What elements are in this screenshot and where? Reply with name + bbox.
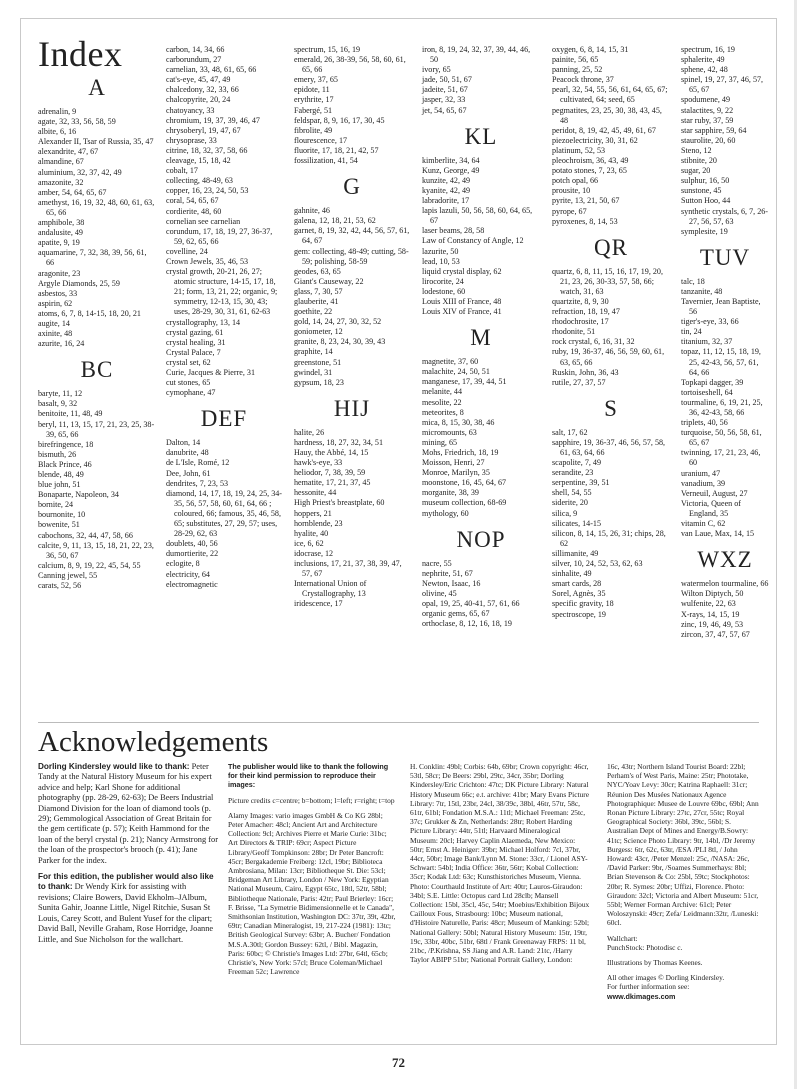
index-entry: emerald, 26, 38-39, 56, 58, 60, 61, 65, 66 bbox=[294, 55, 406, 75]
index-entry: covelline, 24 bbox=[166, 246, 208, 256]
index-entry: sillimanite, 49 bbox=[552, 548, 599, 558]
index-entry: mining, 65 bbox=[422, 437, 458, 447]
index-entry: meteorites, 8 bbox=[422, 407, 464, 417]
index-entry: epidote, 11 bbox=[294, 85, 330, 95]
index-entry: lapis lazuli, 50, 56, 58, 60, 64, 65, 67 bbox=[422, 206, 533, 226]
index-entry: labradorite, 17 bbox=[422, 196, 470, 206]
index-entry: Newton, Isaac, 16 bbox=[422, 578, 481, 588]
ack-picture-credits-key: Picture credits c=centre; b=bottom; l=left; r=right; t=top bbox=[228, 795, 395, 805]
index-entry: corundum, 17, 18, 19, 27, 36-37, 59, 62, 65, 66 bbox=[166, 226, 273, 246]
index-entry: Peacock throne, 37 bbox=[552, 75, 614, 85]
index-entry: watermelon tourmaline, 66 bbox=[681, 579, 769, 589]
index-entry: spectrum, 16, 19 bbox=[681, 45, 735, 54]
index-entry: glauberite, 41 bbox=[294, 296, 339, 306]
index-letter-heading: G bbox=[343, 174, 361, 200]
index-column-6 bbox=[681, 45, 769, 640]
index-entry: chrysoberyl, 19, 47, 67 bbox=[166, 125, 241, 135]
index-entry: bowenite, 51 bbox=[38, 520, 80, 530]
index-letter-heading: NOP bbox=[456, 526, 506, 552]
index-entry: Bonaparte, Napoleon, 34 bbox=[38, 490, 119, 500]
index-entry: iron, 8, 19, 24, 32, 37, 39, 44, 46, 50 bbox=[422, 45, 531, 65]
index-entry: morganite, 38, 39 bbox=[422, 488, 479, 498]
index-entry: copper, 16, 23, 24, 50, 53 bbox=[166, 186, 249, 196]
index-letter-heading: M bbox=[470, 325, 492, 351]
index-entry: gahnite, 46 bbox=[294, 206, 330, 216]
index-entry: spectroscope, 19 bbox=[552, 609, 606, 619]
index-entry: ruby, 19, 36-37, 46, 56, 59, 60, 61, 63, 65, 66 bbox=[552, 347, 665, 367]
index-entry: benitoite, 11, 48, 49 bbox=[38, 409, 103, 419]
ack-credits-text: H. Conklin: 49bl; Corbis: 64b, 69br; Crown copyright: 46cr, 53tl, 58cr; De Beers: 29bl, 29tc, 34cr, 35br; Dorling Kindersley/Eric Crichton: 47tc; DK Picture Library: Natural History Museum 66c; e.t. archive: 41br; Mary Evans Picture Library: 7tr, 15tl, 23br, 24cl, 38/39c, 38bl, 46tr, 57tr, 58c, 61tr, 61bl; Fondation M.S.A.: 11tl; Michael Freeman: 25tc, 37c; Grukker & Zn, Netherlands: 28tr; Robert Harding Picture Library: 44tr, 51tl; Harvaard Mineralogical Museum: 20cl; Harvey Caplin Alaemeda, New Mexico: 50tr; Ernst A. Heiniger: 39br; Michael Holford: 7cl, 37br, 44cr, 50br; Image Bank/Lynn M. Stone: 33cr, / Lionel ASY-Schwart: 54bl; India Office: 36tr, 56tr; Kobal Collection: 35cr; Kodak Ltd: 63c; Kunsthistoriches Museum, Vienna. Photo: Courthauld Institute of Art: 40tr; Lauros-Giraudon: 34bl; S.E. Little: Octopus card Ltd 28clb; Mansell Collection: 15bl, 35cl, 45c, 54tr; Moebius/Exhibition Bijoux Cailloux Fous, Strasbourg: 10bc; Museum national, d'Histoire Naturelle, Paris: 48cr; Museum of Manking: 52bl; National Gallery: 50bl; Natural History Museum: 15tr, 19tr, 19c, 33br, 40bc, 51br, 68tl / Frank Greenaway FRPS: 11 bl, 21bc, /P.Krishna, SS Jiang and A.R. Land: 21tc, /Harry Taylor ABIPP 51br; National Portrait Gallery, London: bbox=[410, 762, 590, 965]
ack-credits-text: 16c, 43tr; Northern Island Tourist Board: 22bl; Perham's of West Paris, Maine: 25tr; Phototake, NYC/Yoav Levy: 30cr; Katrina Raphaell: 31cr; Réunion Des Musées Nationaux Agence Photographique: Musee de Louvre 69bc, 69bl; Ann Ronan Picture Library: 27tc, 27cr, 55tc; Royal Geographical Society: 36bl, 39tc, 56bl; S. Australian Dept of Mines and Energy/B.Sowry: 41tc; Science Photo Library: 9tr, 14bl, /Dr Jeremy Burgess: 6tr, 62c, 63tr, /ESA /PLI 8tl, / John Howard: 43cr, /Peter Menzel: 25c, /NASA: 26c, /David Parker: 9br, /Soames Summerhays: 8bl; Brian Stevenson & Co: 25bl, 59tc; Stockphotos: 20br; R. Symes: 20br; Uffizi, Florence. Photo: Giraudon: 32cl; Victoria and Albert Museum: 51cr, 55bl; Werner Forman Archive: 61cl; Peter Woloszynski: 49cr; Zefa/ Leidmann:32tr, /Luneski: 60cl. bbox=[607, 762, 759, 928]
index-entry: nephrite, 51, 67 bbox=[422, 568, 473, 578]
index-entry: melanite, 44 bbox=[422, 387, 463, 397]
index-entry: feldspar, 8, 9, 16, 17, 30, 45 bbox=[294, 115, 385, 125]
index-entry: crystal healing, 31 bbox=[166, 337, 226, 347]
index-entry: silicon, 8, 14, 15, 26, 31; chips, 28, 62 bbox=[552, 528, 666, 548]
ack-permission-heading: The publisher would like to thank the following for their kind permission to reproduce their images: bbox=[228, 762, 389, 790]
index-letter-heading: S bbox=[604, 395, 618, 421]
index-entry: graphite, 14 bbox=[294, 347, 333, 357]
index-entry: heliodor, 7, 38, 39, 59 bbox=[294, 468, 366, 478]
index-entry: gold, 14, 24, 27, 30, 32, 52 bbox=[294, 317, 382, 327]
index-entry: liquid crystal display, 62 bbox=[422, 266, 502, 276]
index-entry: rutile, 27, 37, 57 bbox=[552, 377, 606, 387]
index-entry: coral, 54, 65, 67 bbox=[166, 196, 219, 206]
index-entry: mythology, 60 bbox=[422, 508, 469, 518]
index-entry: asbestos, 33 bbox=[38, 288, 78, 298]
index-entry: hornblende, 23 bbox=[294, 518, 343, 528]
index-entry: alexandrite, 47, 67 bbox=[38, 147, 99, 157]
index-entry: idocrase, 12 bbox=[294, 548, 334, 558]
index-entry: calcite, 9, 11, 13, 15, 18, 21, 22, 23, 36, 50, 67 bbox=[38, 540, 154, 560]
index-entry: carnelian, 33, 48, 61, 65, 66 bbox=[166, 65, 257, 75]
index-entry: de L'Isle, Romé, 12 bbox=[166, 458, 230, 468]
index-entry: symplesite, 19 bbox=[681, 226, 728, 236]
index-letter-heading: KL bbox=[464, 123, 498, 149]
index-entry: eclogite, 8 bbox=[166, 559, 200, 569]
index-column-2 bbox=[166, 45, 282, 590]
index-entry: glass, 7, 30, 57 bbox=[294, 286, 343, 296]
index-entry: Sutton Hoo, 44 bbox=[681, 196, 731, 206]
index-entry: sapphire, 19, 36-37, 46, 56, 57, 58, 61, 63, 64, 66 bbox=[552, 437, 666, 457]
index-entry: geodes, 63, 65 bbox=[294, 266, 341, 276]
index-column-4 bbox=[422, 45, 540, 629]
index-entry: Hauy, the Abbé, 14, 15 bbox=[294, 448, 369, 457]
index-entry: talc, 18 bbox=[681, 276, 705, 286]
index-entry: crystal set, 62 bbox=[166, 357, 211, 367]
index-entry: moonstone, 16, 45, 64, 67 bbox=[422, 478, 507, 488]
index-entry: spodumene, 49 bbox=[681, 95, 731, 105]
index-entry: tin, 24 bbox=[681, 327, 702, 337]
index-entry: andalusite, 49 bbox=[38, 228, 83, 238]
index-entry: chromium, 19, 37, 39, 46, 47 bbox=[166, 115, 260, 125]
index-entry: van Laue, Max, 14, 15 bbox=[681, 529, 755, 539]
index-column-5 bbox=[552, 45, 670, 620]
index-entry: carborundum, 27 bbox=[166, 55, 222, 65]
index-entry: serandite, 23 bbox=[552, 468, 594, 478]
index-entry: chalcopyrite, 20, 24 bbox=[166, 95, 231, 105]
dk-images-link[interactable]: www.dkimages.com bbox=[607, 991, 676, 1001]
index-entry: International Union of Crystallography, 13 bbox=[294, 579, 367, 599]
index-entry: blende, 48, 49 bbox=[38, 470, 84, 479]
index-entry: triplets, 40, 56 bbox=[681, 418, 728, 428]
index-letter-heading: BC bbox=[80, 357, 114, 383]
index-entry: turquoise, 50, 56, 58, 61, 65, 67 bbox=[681, 428, 762, 448]
index-entry: electromagnetic bbox=[166, 579, 218, 589]
index-letter-heading: TUV bbox=[699, 244, 751, 270]
index-entry: citrine, 18, 32, 37, 58, 66 bbox=[166, 145, 248, 155]
index-entry: zircon, 37, 47, 57, 67 bbox=[681, 629, 750, 639]
index-entry: pyrite, 13, 21, 50, 67 bbox=[552, 196, 620, 206]
index-entry: Mohs, Friedrich, 18, 19 bbox=[422, 448, 499, 457]
index-entry: quartzite, 8, 9, 30 bbox=[552, 296, 609, 306]
index-entry: sugar, 20 bbox=[681, 166, 711, 176]
index-entry: Canning jewel, 55 bbox=[38, 570, 98, 580]
index-entry: malachite, 24, 50, 51 bbox=[422, 367, 490, 377]
index-entry: sinhalite, 49 bbox=[552, 569, 592, 579]
index-entry: amazonite, 32 bbox=[38, 177, 84, 187]
index-entry: Wilton Diptych, 50 bbox=[681, 589, 744, 599]
index-entry: gem: collecting, 48-49; cutting, 58-59; polishing, 58-59 bbox=[294, 246, 409, 266]
index-entry: siderite, 20 bbox=[552, 498, 588, 508]
index-entry: Dalton, 14 bbox=[166, 438, 201, 448]
index-entry: Verneuil, August, 27 bbox=[681, 488, 748, 498]
index-entry: carbon, 14, 34, 66 bbox=[166, 45, 225, 54]
index-entry: blue john, 51 bbox=[38, 480, 81, 490]
index-entry: Moisson, Henri, 27 bbox=[422, 458, 485, 468]
index-entry: baryte, 11, 12 bbox=[38, 389, 83, 399]
index-entry: kyanite, 42, 49 bbox=[422, 185, 471, 195]
ack-column-3 bbox=[410, 762, 590, 970]
index-entry: shell, 54, 55 bbox=[552, 488, 592, 498]
index-entry: painite, 56, 65 bbox=[552, 55, 599, 65]
index-entry: inclusions, 17, 21, 37, 38, 39, 47, 57, 67 bbox=[294, 559, 402, 579]
index-entry: calcium, 8, 9, 19, 22, 45, 54, 55 bbox=[38, 560, 141, 570]
ack-column-4 bbox=[607, 762, 759, 1007]
index-entry: sunstone, 45 bbox=[681, 186, 722, 196]
index-letter-heading: HIJ bbox=[333, 395, 371, 421]
index-entry: lirocorite, 24 bbox=[422, 276, 464, 286]
index-entry: stibnite, 20 bbox=[681, 156, 717, 166]
ack-thanks-paragraph: Dorling Kindersley would like to thank: Peter Tandy at the Natural History Museum for his expert advice and help; Karl Shone for additional photography (pp. 28-29, 62-63); De Beers Industrial Diamond Division for the loan of diamond tools (p. 29); Gemmological Association of Great Britain for the gem certificate (p. 57); Keith Hammond for the loan of the beryl crystal (p. 21); Nancy Armstrong for the loan of the prospector's brooch (p. 41); Jane Parker for the index. bbox=[38, 762, 219, 865]
index-entry: piezoelectricity, 30, 31, 62 bbox=[552, 135, 638, 145]
index-entry: crystallography, 13, 14 bbox=[166, 317, 241, 327]
index-entry: cat's-eye, 45, 47, 49 bbox=[166, 75, 231, 85]
index-entry: augite, 14 bbox=[38, 318, 70, 328]
index-entry: gwindel, 31 bbox=[294, 367, 333, 377]
index-entry: synthetic crystals, 6, 7, 26-27, 56, 57, 63 bbox=[681, 206, 768, 226]
index-entry: pyrope, 67 bbox=[552, 206, 587, 216]
index-entry: goniometer, 12 bbox=[294, 327, 343, 337]
index-entry: prousite, 10 bbox=[552, 186, 591, 196]
ack-other-images: All other images © Dorling Kindersley. For further information see: www.dkimages.com bbox=[607, 973, 725, 1001]
index-letter-heading: DEF bbox=[200, 406, 248, 432]
index-entry: aluminium, 32, 37, 42, 49 bbox=[38, 167, 122, 177]
index-entry: vanadium, 39 bbox=[681, 478, 726, 488]
index-entry: garnet, 8, 19, 32, 42, 44, 56, 57, 61, 64, 67 bbox=[294, 226, 410, 246]
index-entry: lodestone, 60 bbox=[422, 286, 466, 296]
index-entry: tortoiseshell, 64 bbox=[681, 387, 733, 397]
index-entry: Crystal Palace, 7 bbox=[166, 347, 221, 357]
index-entry: smart cards, 28 bbox=[552, 579, 602, 589]
index-entry: collecting, 48-49, 63 bbox=[166, 176, 233, 186]
index-entry: cobalt, 17 bbox=[166, 166, 198, 176]
index-entry: lead, 10, 53 bbox=[422, 256, 460, 266]
index-entry: cabochons, 32, 44, 47, 58, 66 bbox=[38, 530, 133, 540]
index-entry: peridot, 8, 19, 42, 45, 49, 61, 67 bbox=[552, 125, 656, 135]
index-entry: chalcedony, 32, 33, 66 bbox=[166, 85, 239, 95]
index-entry: manganese, 17, 39, 44, 51 bbox=[422, 377, 507, 387]
index-entry: vitamin C, 62 bbox=[681, 519, 726, 529]
index-entry: uranium, 47 bbox=[681, 468, 721, 478]
index-entry: X-rays, 14, 15, 19 bbox=[681, 609, 740, 619]
index-entry: sulphur, 16, 50 bbox=[681, 176, 730, 186]
index-entry: granite, 8, 23, 24, 30, 39, 43 bbox=[294, 337, 386, 347]
index-entry: twinning, 17, 21, 23, 46, 60 bbox=[681, 448, 761, 468]
index-entry: Sorel, Agnès, 35 bbox=[552, 589, 606, 599]
ack-column-1 bbox=[38, 762, 218, 951]
index-entry: axinite, 48 bbox=[38, 329, 73, 339]
index-entry: wulfenite, 22, 63 bbox=[681, 599, 736, 609]
index-entry: jasper, 32, 33 bbox=[422, 95, 466, 105]
index-entry: chatoyancy, 33 bbox=[166, 105, 215, 115]
index-entry: Victoria, Queen of England, 35 bbox=[681, 498, 741, 518]
index-entry: tanzanite, 48 bbox=[681, 286, 723, 296]
index-entry: laser beams, 28, 58 bbox=[422, 226, 485, 236]
index-entry: star ruby, 37, 59 bbox=[681, 115, 734, 125]
index-entry: micromounts, 63 bbox=[422, 427, 477, 437]
index-entry: tourmaline, 6, 19, 21, 25, 36, 42-43, 58, 66 bbox=[681, 397, 763, 417]
index-entry: lazurite, 50 bbox=[422, 246, 459, 256]
index-entry: Fabergé, 51 bbox=[294, 105, 333, 115]
index-entry: magnetite, 37, 60 bbox=[422, 357, 479, 367]
index-entry: doublets, 40, 56 bbox=[166, 539, 218, 549]
index-entry: spinel, 19, 27, 37, 46, 57, 65, 67 bbox=[681, 75, 764, 95]
section-divider bbox=[38, 722, 759, 723]
index-entry: sphene, 42, 48 bbox=[681, 65, 728, 75]
index-entry: hawk's-eye, 33 bbox=[294, 458, 343, 468]
index-entry: Steno, 12 bbox=[681, 145, 712, 155]
index-entry: galena, 12, 18, 21, 53, 62 bbox=[294, 216, 376, 226]
ack-illustrations: Illustrations by Thomas Keenes. bbox=[607, 958, 703, 968]
index-entry: oxygen, 6, 8, 14, 15, 31 bbox=[552, 45, 629, 54]
index-entry: Louis XIV of France, 41 bbox=[422, 307, 502, 317]
index-entry: potch opal, 66 bbox=[552, 176, 599, 186]
index-entry: jadeite, 51, 67 bbox=[422, 85, 468, 95]
index-entry: silica, 9 bbox=[552, 508, 578, 518]
index-column-3 bbox=[294, 45, 410, 610]
index-entry: aquamarine, 7, 32, 38, 39, 56, 61, 66 bbox=[38, 248, 147, 268]
index-entry: erythrite, 17 bbox=[294, 95, 334, 105]
index-entry: aspirin, 62 bbox=[38, 298, 73, 308]
index-entry: panning, 25, 52 bbox=[552, 65, 603, 75]
index-entry: silver, 10, 24, 52, 53, 62, 63 bbox=[552, 559, 643, 569]
index-entry: ivory, 65 bbox=[422, 65, 451, 75]
index-entry: cymophane, 47 bbox=[166, 388, 216, 398]
index-entry: cut stones, 65 bbox=[166, 378, 211, 388]
index-entry: sphalerite, 49 bbox=[681, 55, 725, 65]
index-entry: High Priest's breastplate, 60 bbox=[294, 498, 385, 508]
index-entry: pearl, 32, 54, 55, 56, 61, 64, 65, 67; cultivated, 64; seed, 65 bbox=[552, 85, 668, 105]
index-entry: Ruskin, John, 36, 43 bbox=[552, 367, 619, 377]
index-entry: spectrum, 15, 16, 19 bbox=[294, 45, 361, 54]
index-entry: quartz, 6, 8, 11, 15, 16, 17, 19, 20, 21, 23, 26, 30-33, 57, 58, 66; watch, 31, 63 bbox=[552, 266, 663, 296]
index-entry: Argyle Diamonds, 25, 59 bbox=[38, 278, 120, 288]
index-entry: kunzite, 42, 49 bbox=[422, 175, 471, 185]
index-entry: amphibole, 38 bbox=[38, 218, 85, 228]
index-entry: carats, 52, 56 bbox=[38, 581, 82, 591]
index-entry: hyalite, 40 bbox=[294, 528, 329, 538]
index-entry: pleochroism, 36, 43, 49 bbox=[552, 156, 629, 166]
index-entry: orthoclase, 8, 12, 16, 18, 19 bbox=[422, 619, 512, 629]
index-entry: hoppers, 21 bbox=[294, 508, 332, 518]
index-entry: apatite, 9, 19 bbox=[38, 238, 80, 248]
index-entry: zinc, 19, 46, 49, 53 bbox=[681, 619, 744, 629]
index-entry: cleavage, 15, 18, 42 bbox=[166, 156, 231, 166]
index-entry: staurolite, 20, 60 bbox=[681, 135, 736, 145]
index-entry: Tavernier, Jean Baptiste, 56 bbox=[681, 296, 761, 317]
index-entry: Law of Constancy of Angle, 12 bbox=[422, 236, 524, 246]
index-entry: halite, 26 bbox=[294, 427, 325, 437]
index-entry: crystal growth, 20-21, 26, 27; atomic structure, 14-15, 17, 18, 21; form, 13, 21, 22; organic, 9; symmetry, 12-13, 15, 30, 43; uses, 28-29, 30, 31, 61, 62-63 bbox=[166, 267, 278, 317]
index-entry: silicates, 14-15 bbox=[552, 518, 602, 528]
index-entry: cordierite, 48, 60 bbox=[166, 206, 222, 216]
index-entry: stalactites, 9, 22 bbox=[681, 105, 734, 115]
index-entry: chrysoprase, 33 bbox=[166, 135, 217, 145]
index-entry: amber, 54, 64, 65, 67 bbox=[38, 187, 107, 197]
index-letter-heading: WXZ bbox=[697, 547, 753, 573]
index-entry: dumortierite, 22 bbox=[166, 549, 219, 559]
index-entry: atoms, 6, 7, 8, 14-15, 18, 20, 21 bbox=[38, 308, 141, 318]
index-entry: museum collection, 68-69 bbox=[422, 498, 507, 508]
index-entry: kimberlite, 34, 64 bbox=[422, 155, 480, 165]
index-entry: danubrite, 48 bbox=[166, 448, 209, 458]
index-entry: titanium, 32, 37 bbox=[681, 337, 733, 347]
index-entry: greenstone, 51 bbox=[294, 357, 342, 367]
index-letter-heading: QR bbox=[594, 234, 628, 260]
index-entry: electricity, 64 bbox=[166, 569, 210, 579]
index-entry: topaz, 11, 12, 15, 18, 19, 25, 42-43, 56, 57, 61, 64, 66 bbox=[681, 347, 761, 377]
index-entry: ice, 6, 62 bbox=[294, 538, 324, 548]
index-entry: olivine, 45 bbox=[422, 588, 457, 598]
index-entry: potato stones, 7, 23, 65 bbox=[552, 166, 627, 176]
index-entry: agate, 32, 33, 56, 58, 59 bbox=[38, 117, 116, 127]
index-entry: Alexander II, Tsar of Russia, 35, 47 bbox=[38, 137, 154, 147]
index-entry: gypsum, 18, 23 bbox=[294, 377, 344, 387]
index-entry: pyroxenes, 8, 14, 53 bbox=[552, 216, 618, 226]
index-entry: Giant's Causeway, 22 bbox=[294, 276, 364, 286]
index-heading: Index bbox=[38, 34, 123, 74]
index-entry: mica, 8, 15, 30, 38, 46 bbox=[422, 417, 495, 427]
index-entry: almandine, 67 bbox=[38, 157, 84, 167]
index-entry: refraction, 18, 19, 47 bbox=[552, 307, 620, 317]
index-entry: adrenalin, 9 bbox=[38, 107, 77, 116]
index-entry: bismuth, 26 bbox=[38, 449, 77, 459]
index-entry: jade, 50, 51, 67 bbox=[422, 75, 472, 85]
ack-credits-text: Alamy Images: vario images GmbH & Co KG 28bl; Peter Amacher: 48cl; Ancient Art and Architecture Collection: 9cl; Archives Pierre et Marie Curie: 31bc; Art Directors & TRIP: 69cr; Aspect Picture Library/Geoff Tompkinson: 28br; Dr Peter Bancroft: 45cr; Bergakademie Freiberg: 12cl, 19br; Biblioteca Ambrosiana, Milan: 13cr; Bibliotheque St. Die: 53cl; Bridgeman Art Library, London / New York: Egyptian National Museum, Cairo, Egypt 65tc, 18tl, 52tr, 58bl; Bibliotheque Nationale, Paris: 42tr; Paul Brierley: 16cr; F. Brisse, "La Symetrie Bidimensionnelle et le Canada", Smithsonian Institution, Washington DC: 37tr, 39t, 42br, 69tr; Canadian Mineralogist, 19, 217-224 (1981): 13tc; British Geological Survey: 63br; A. Bucher/ Fondation M.S.A.30tl; Gordon Bussey: 62tl, / Bibl. Magazin, Paris: 60bc; © Christie's Images Ltd: 27br, 64tl, 65cb; Christie's, New York: 57cl; Bruce Coleman/Michael Freeman 52c; Lawrence bbox=[228, 810, 396, 977]
index-entry: beryl, 11, 13, 15, 17, 21, 23, 25, 38-39, 65, 66 bbox=[38, 419, 155, 439]
index-entry: nacre, 55 bbox=[422, 558, 452, 568]
index-entry: rhodonite, 51 bbox=[552, 327, 596, 337]
index-entry: iridescence, 17 bbox=[294, 599, 343, 609]
index-entry: hematite, 17, 21, 37, 45 bbox=[294, 478, 371, 488]
index-entry: Crown Jewels, 35, 46, 53 bbox=[166, 256, 249, 266]
ack-edition-paragraph: For this edition, the publisher would also like to thank: Dr Wendy Kirk for assisting with revisions; Claire Bowers, David Ekholm–JAlbum, Sunita Gahir, Joanne Little, Nigel Ritchie, Susan St Louis, Carey Scott, and Bulent Yusef for the clipart; David Ball, Neville Graham, Rose Horridge, Joanne Little, and Sue Nicholson for the wallchart. bbox=[38, 872, 214, 944]
index-entry: emery, 37, 65 bbox=[294, 75, 338, 85]
index-entry: rock crystal, 6, 16, 31, 32 bbox=[552, 337, 635, 347]
index-entry: specific gravity, 18 bbox=[552, 599, 614, 609]
index-entry: bournonite, 10 bbox=[38, 510, 86, 520]
page-number: 72 bbox=[392, 1055, 405, 1070]
index-entry: mesolite, 22 bbox=[422, 397, 462, 407]
index-entry: azurite, 16, 24 bbox=[38, 339, 85, 349]
index-entry: hardness, 18, 27, 32, 34, 51 bbox=[294, 437, 384, 447]
index-entry: Louis XIII of France, 48 bbox=[422, 296, 502, 306]
index-entry: jet, 54, 65, 67 bbox=[422, 105, 467, 115]
index-entry: flourescence, 17 bbox=[294, 135, 348, 145]
index-entry: Monroe, Marilyn, 35 bbox=[422, 468, 490, 478]
index-entry: Topkapi dagger, 39 bbox=[681, 377, 744, 387]
index-entry: Black Prince, 46 bbox=[38, 459, 92, 469]
index-column-1 bbox=[38, 67, 156, 591]
index-entry: fibrolite, 49 bbox=[294, 125, 333, 135]
index-entry: serpentine, 39, 51 bbox=[552, 478, 610, 488]
index-entry: opal, 19, 25, 40-41, 57, 61, 66 bbox=[422, 599, 520, 609]
index-entry: birefringence, 18 bbox=[38, 439, 94, 449]
index-entry: rhodochrosite, 17 bbox=[552, 317, 609, 327]
index-entry: amethyst, 16, 19, 32, 48, 60, 61, 63, 65, 66 bbox=[38, 197, 155, 217]
index-entry: tiger's-eye, 33, 66 bbox=[681, 317, 739, 327]
index-entry: cornelian see carnelian bbox=[166, 216, 241, 226]
index-entry: platinum, 52, 53 bbox=[552, 145, 606, 155]
index-entry: albite, 6, 16 bbox=[38, 127, 77, 137]
acknowledgements-heading: Acknowledgements bbox=[38, 726, 269, 758]
index-letter-heading: A bbox=[88, 75, 106, 100]
index-entry: crystal gazing, 61 bbox=[166, 327, 224, 337]
index-entry: fossilization, 41, 54 bbox=[294, 156, 358, 166]
index-entry: salt, 17, 62 bbox=[552, 427, 588, 437]
index-entry: scapolite, 7, 49 bbox=[552, 458, 602, 468]
index-entry: hessonite, 44 bbox=[294, 488, 337, 498]
index-entry: Dee, John, 61 bbox=[166, 468, 211, 478]
ack-wallchart: Wallchart: PunchStock: Photodisc c. bbox=[607, 933, 683, 952]
index-entry: bornite, 24 bbox=[38, 500, 74, 510]
ack-column-2 bbox=[228, 762, 396, 982]
index-entry: Curie, Jacques & Pierre, 31 bbox=[166, 368, 256, 377]
index-entry: pegmatites, 23, 25, 30, 38, 43, 45, 48 bbox=[552, 105, 662, 125]
index-entry: diamond, 14, 17, 18, 19, 24, 25, 34-35, 56, 57, 58, 60, 61, 64, 66 ; coloured, 66; famous, 35, 46, 58, 65; substitutes, 27, 29, 57; uses, 28-29, 62, 63 bbox=[166, 488, 283, 539]
index-entry: basalt, 9, 32 bbox=[38, 399, 78, 409]
index-entry: star sapphire, 59, 64 bbox=[681, 125, 747, 135]
index-entry: aragonite, 23 bbox=[38, 268, 81, 278]
index-entry: organic gems, 65, 67 bbox=[422, 609, 490, 619]
index-entry: fluorite, 17, 18, 21, 42, 57 bbox=[294, 145, 379, 155]
index-entry: goethite, 22 bbox=[294, 307, 333, 317]
index-entry: Kunz, George, 49 bbox=[422, 165, 480, 175]
index-entry: dendrites, 7, 23, 53 bbox=[166, 478, 229, 488]
